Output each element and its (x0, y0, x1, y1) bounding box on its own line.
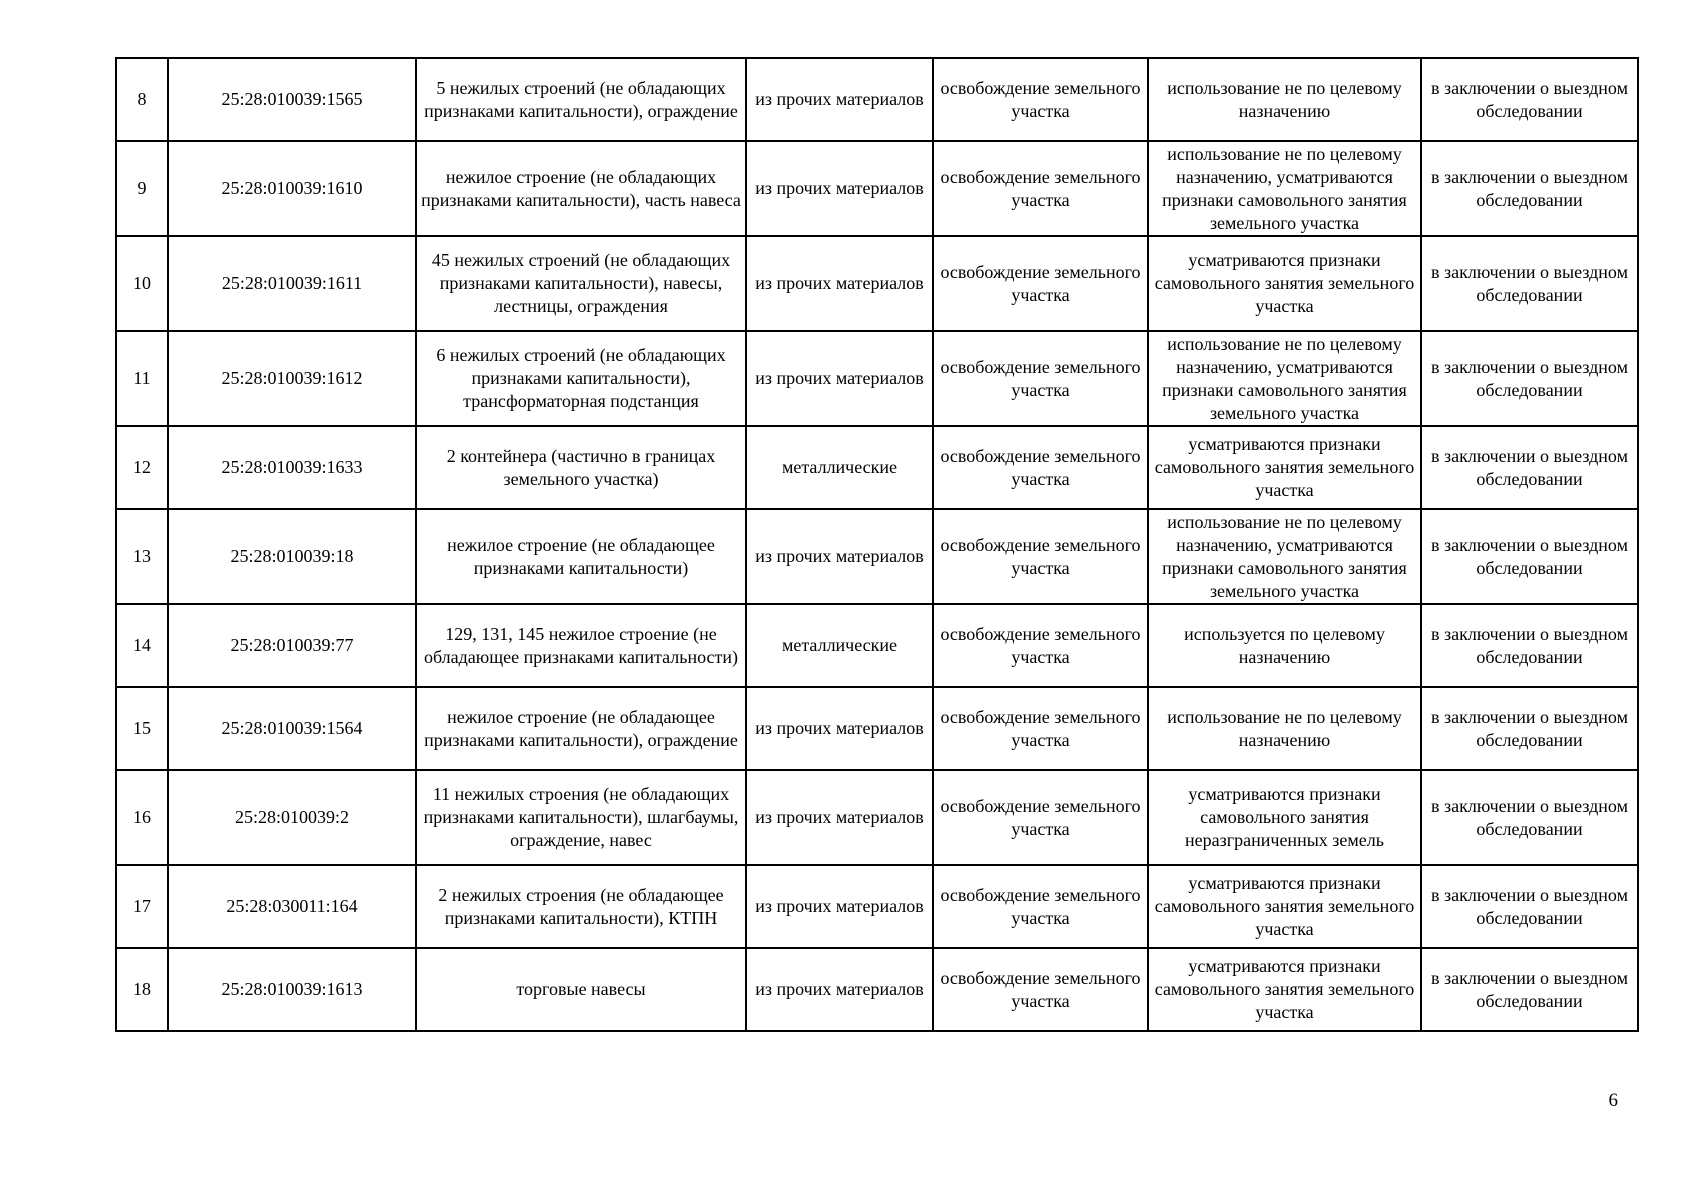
object-description: нежилое строение (не обладающее признаками капитальности) (416, 509, 746, 604)
violation: усматриваются признаки самовольного занятия земельного участка (1148, 948, 1421, 1031)
violation: использование не по целевому назначению, усматриваются признаки самовольного занятия земельного участка (1148, 331, 1421, 426)
violation: использование не по целевому назначению (1148, 58, 1421, 141)
cadastral-number: 25:28:010039:1611 (168, 236, 416, 331)
measure: освобождение земельного участка (933, 509, 1148, 604)
object-description: 2 нежилых строения (не обладающее признаками капитальности), КТПН (416, 865, 746, 948)
material: из прочих материалов (746, 58, 933, 141)
row-number: 15 (116, 687, 168, 770)
table-row (116, 331, 1638, 426)
source: в заключении о выездном обследовании (1421, 948, 1638, 1031)
object-description: торговые навесы (416, 948, 746, 1031)
cadastral-number: 25:28:030011:164 (168, 865, 416, 948)
material: из прочих материалов (746, 236, 933, 331)
measure: освобождение земельного участка (933, 58, 1148, 141)
violation: усматриваются признаки самовольного занятия земельного участка (1148, 865, 1421, 948)
source: в заключении о выездном обследовании (1421, 236, 1638, 331)
source: в заключении о выездном обследовании (1421, 687, 1638, 770)
cadastral-number: 25:28:010039:77 (168, 604, 416, 687)
row-number: 9 (116, 141, 168, 236)
row-number: 16 (116, 770, 168, 865)
material: металлические (746, 604, 933, 687)
cadastral-number: 25:28:010039:1612 (168, 331, 416, 426)
material: металлические (746, 426, 933, 509)
object-description: 6 нежилых строений (не обладающих признаками капитальности), трансформаторная подстанция (416, 331, 746, 426)
object-description: 5 нежилых строений (не обладающих признаками капитальности), ограждение (416, 58, 746, 141)
object-description: 129, 131, 145 нежилое строение (не обладающее признаками капитальности) (416, 604, 746, 687)
source: в заключении о выездном обследовании (1421, 331, 1638, 426)
violation: использование не по целевому назначению, усматриваются признаки самовольного занятия земельного участка (1148, 141, 1421, 236)
cadastral-number: 25:28:010039:18 (168, 509, 416, 604)
cadastral-number: 25:28:010039:1565 (168, 58, 416, 141)
material: из прочих материалов (746, 687, 933, 770)
cadastral-number: 25:28:010039:1610 (168, 141, 416, 236)
measure: освобождение земельного участка (933, 865, 1148, 948)
violation: усматриваются признаки самовольного занятия земельного участка (1148, 426, 1421, 509)
table-row (116, 865, 1638, 948)
measure: освобождение земельного участка (933, 331, 1148, 426)
row-number: 8 (116, 58, 168, 141)
violation: использование не по целевому назначению, усматриваются признаки самовольного занятия земельного участка (1148, 509, 1421, 604)
table-row (116, 58, 1638, 141)
source: в заключении о выездном обследовании (1421, 509, 1638, 604)
violation: усматриваются признаки самовольного занятия земельного участка (1148, 236, 1421, 331)
cadastral-number: 25:28:010039:2 (168, 770, 416, 865)
source: в заключении о выездном обследовании (1421, 58, 1638, 141)
row-number: 13 (116, 509, 168, 604)
cadastral-number: 25:28:010039:1633 (168, 426, 416, 509)
table-row (116, 948, 1638, 1031)
table-row (116, 426, 1638, 509)
source: в заключении о выездном обследовании (1421, 770, 1638, 865)
material: из прочих материалов (746, 770, 933, 865)
material: из прочих материалов (746, 948, 933, 1031)
table-row (116, 141, 1638, 236)
source: в заключении о выездном обследовании (1421, 604, 1638, 687)
object-description: нежилое строение (не обладающих признаками капитальности), часть навеса (416, 141, 746, 236)
measure: освобождение земельного участка (933, 770, 1148, 865)
measure: освобождение земельного участка (933, 948, 1148, 1031)
object-description: 11 нежилых строения (не обладающих признаками капитальности), шлагбаумы, ограждение, навес (416, 770, 746, 865)
violation: усматриваются признаки самовольного занятия неразграниченных земель (1148, 770, 1421, 865)
measure: освобождение земельного участка (933, 604, 1148, 687)
row-number: 17 (116, 865, 168, 948)
table-row (116, 236, 1638, 331)
table-row (116, 770, 1638, 865)
cadastral-number: 25:28:010039:1613 (168, 948, 416, 1031)
measure: освобождение земельного участка (933, 687, 1148, 770)
object-description: 2 контейнера (частично в границах земельного участка) (416, 426, 746, 509)
source: в заключении о выездном обследовании (1421, 426, 1638, 509)
measure: освобождение земельного участка (933, 236, 1148, 331)
table-row (116, 604, 1638, 687)
row-number: 12 (116, 426, 168, 509)
object-description: нежилое строение (не обладающее признаками капитальности), ограждение (416, 687, 746, 770)
row-number: 14 (116, 604, 168, 687)
measure: освобождение земельного участка (933, 426, 1148, 509)
material: из прочих материалов (746, 141, 933, 236)
source: в заключении о выездном обследовании (1421, 865, 1638, 948)
material: из прочих материалов (746, 331, 933, 426)
row-number: 11 (116, 331, 168, 426)
source: в заключении о выездном обследовании (1421, 141, 1638, 236)
material: из прочих материалов (746, 865, 933, 948)
material: из прочих материалов (746, 509, 933, 604)
row-number: 18 (116, 948, 168, 1031)
violation: использование не по целевому назначению (1148, 687, 1421, 770)
row-number: 10 (116, 236, 168, 331)
violation: используется по целевому назначению (1148, 604, 1421, 687)
page-number: 6 (1608, 1090, 1618, 1111)
table-row (116, 687, 1638, 770)
table-row (116, 509, 1638, 604)
measure: освобождение земельного участка (933, 141, 1148, 236)
registry-table (115, 57, 1639, 1032)
cadastral-number: 25:28:010039:1564 (168, 687, 416, 770)
object-description: 45 нежилых строений (не обладающих признаками капитальности), навесы, лестницы, ограждения (416, 236, 746, 331)
